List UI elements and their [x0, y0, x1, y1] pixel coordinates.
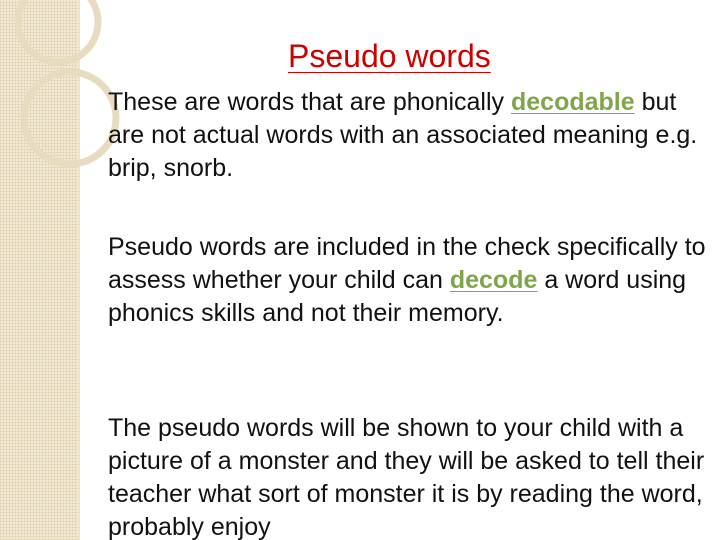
- paragraph-definition: [108, 86, 708, 185]
- decorative-circle-middle: [24, 72, 116, 164]
- paragraph-presentation: The pseudo words will be shown to your child with a picture of a monster and they will be asked to tell their teacher what sort of monster it is by reading the word, probably enjoy: [108, 414, 705, 540]
- paragraph-purpose-text-start: Pseudo words are included in the check specifically to assess whether your child can: [108, 233, 706, 294]
- paragraph-purpose: [108, 231, 708, 330]
- keyword-decode: decode: [449, 266, 538, 294]
- paragraph-purpose-text-end: a word using phonics skills and not their memory.: [108, 266, 687, 327]
- paragraph-definition-text-start: These are words that are phonically: [108, 88, 511, 116]
- slide-title: Pseudo words: [288, 38, 491, 74]
- paragraph-definition-text-end: but are not actual words with an associated meaning e.g. brip, snorb.: [108, 88, 698, 182]
- decorative-circle-top: [18, 0, 98, 62]
- keyword-decodable: decodable: [511, 88, 635, 116]
- decorative-circles-graphic: [0, 0, 120, 200]
